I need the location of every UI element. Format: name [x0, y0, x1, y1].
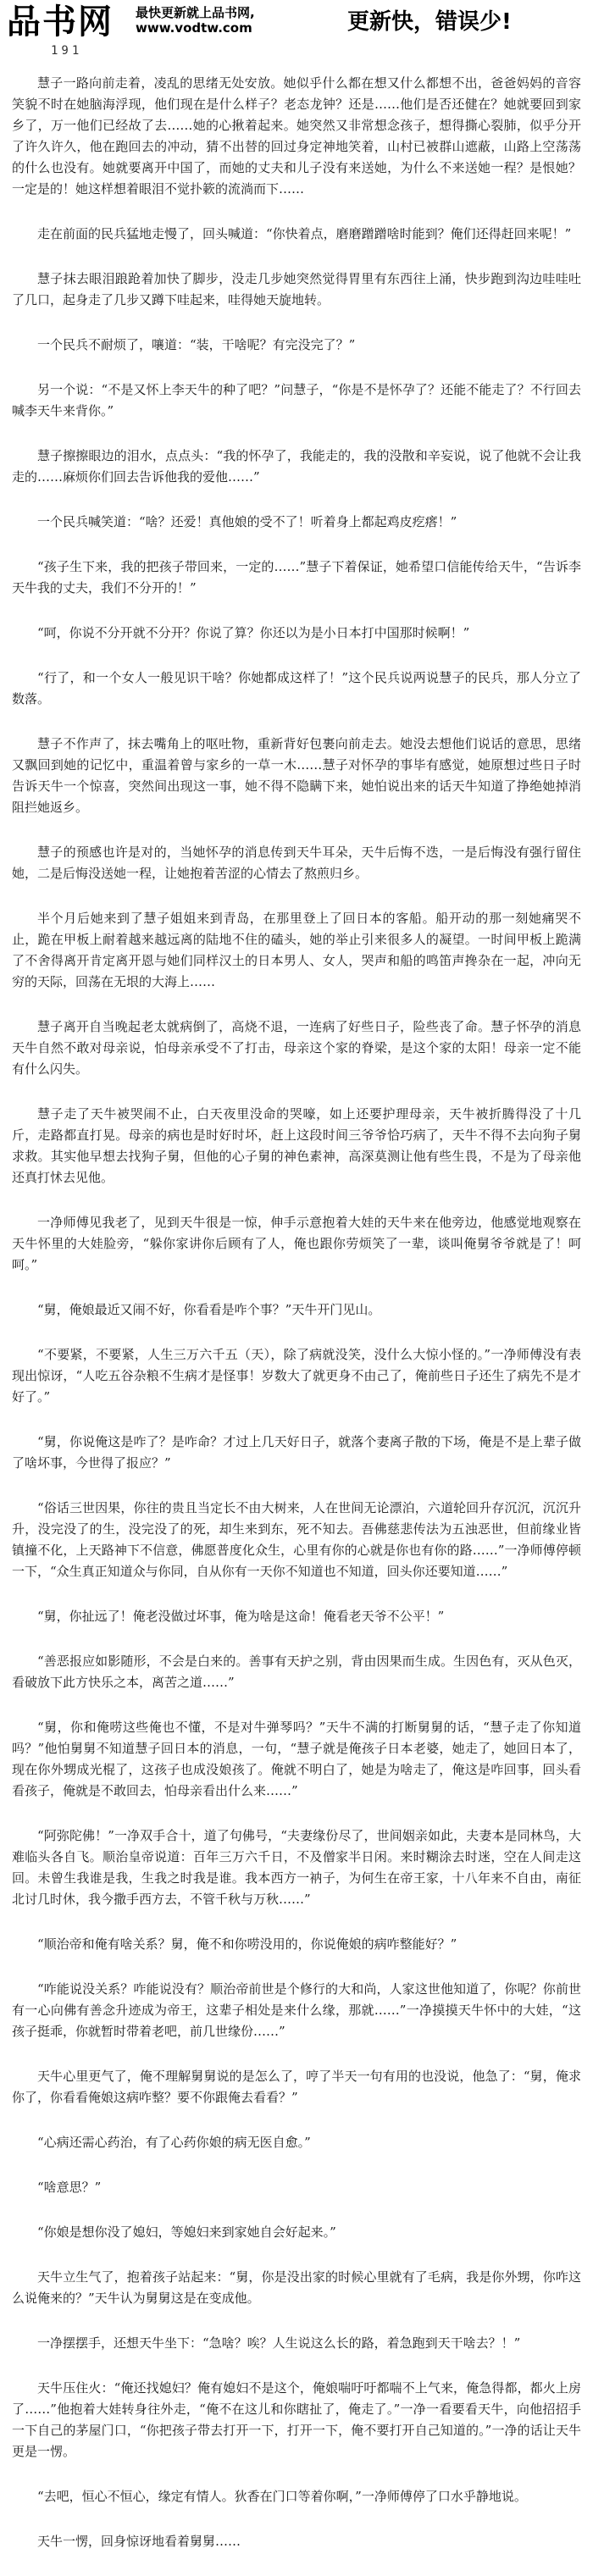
paragraph: “阿弥陀佛！”一净双手合十，道了句佛号，“夫妻缘份尽了，世间姻亲如此，夫妻本是同林鸟，大难临头各自飞。顺治皇帝说道：百年三万六千日，不及僧家半日闲。来时糊涂去时迷，空在人间走这回。未曾生我谁是我，生我之时我是谁。我本西方一衲子，为何生在帝王家，十八年来不自由，南征北讨几时休，我今撒手西方去，不管千秋与万秋……”: [12, 1828, 581, 1907]
page-number: 191: [51, 44, 83, 58]
paragraph: “去吧，恒心不恒心，缘定有情人。狄香在门口等着你啊，”一净师傅停了口水乎静地说。: [37, 2489, 527, 2504]
paragraph: 半个月后她来到了慧子姐姐来到青岛，在那里登上了回日本的客船。船开动的那一刻她痛哭不止，跪在甲板上耐着越来越远离的陆地不住的磕头，她的举止引来很多人的凝望。一时间甲板上跪满了不舍得离开肯定离开恩与她们同样汉土的日本男人、女人，哭声和船的鸣笛声搀杂在一起，冲向无穷的天际，回荡在无垠的大海上……: [12, 911, 581, 989]
paragraph: “舅，你说俺这是咋了？是咋命？才过上几天好日子，就落个妻离子散的下场，俺是不是上辈子做了啥坏事，今世得了报应？”: [12, 1434, 581, 1471]
paragraph: 天牛立生气了，抱着孩子站起来：“舅，你是没出家的时候心里就有了毛病，我是你外甥，你咋这么说俺来的？”天牛认为舅舅这是在变成他。: [12, 2269, 581, 2306]
paragraph: 一净摆摆手，还想天牛坐下：“急啥？唉？人生说这么长的路，着急跑到天干啥去？！”: [37, 2335, 521, 2351]
paragraph: “心病还需心药治，有了心药你娘的病无医自愈。”: [37, 2135, 311, 2150]
paragraph: “舅，俺娘最近又闹不好，你看看是咋个事？”天牛开门见山。: [37, 1302, 381, 1317]
paragraph: 慧子不作声了，抹去嘴角上的呕吐物，重新背好包裹向前走去。她没去想他们说话的意思，思绪又飘回到她的记忆中，重温着曾与家乡的一草一木……慧子对怀孕的事毕有感觉，她原想过些日子时告诉天牛一个惊喜，突然间出现这一事，她不得不隐瞒下来，她怕说出来的话天牛知道了挣绝她掉消阻拦她返乡。: [12, 736, 581, 815]
paragraph: “俗话三世因果，你往的贵且当定长不由大树来，人在世间无论漂泊，六道轮回升存沉沉，沉沉升升，没完没了的生，没完没了的死，却生来到东，死不知去。吾佛慈悲传法为五浊恶世，但前缘业皆镇撞不化，上天路神下不信意，佛愿普度化众生，心里有你的心就是你也有你的路……”一净师傅停顿一下，“众生真正知道众与你同，自从你有一天你不知道也不知道，回头你还要知道……”: [12, 1500, 581, 1579]
paragraph: “不要紧，不要紧，人生三万六千五（天），除了病就没笑，没什么大惊小怪的。”一净师傅没有表现出惊讶，“人吃五谷杂粮不生病才是怪事！岁数大了就更身不由己了，俺前些日子还生了病先不是才好了。”: [12, 1347, 581, 1404]
paragraph: 慧子擦擦眼边的泪水，点点头：“我的怀孕了，我能走的，我的没散和辛妄说，说了他就不会让我走的……麻烦你们回去告诉他我的爱他……”: [12, 448, 581, 485]
paragraph: “舅，你和俺唠这些俺也不懂，不是对牛弹琴吗？”天牛不满的打断舅舅的话，“慧子走了你知道吗？”他怕舅舅不知道慧子回日本的消息，一句，“慧子就是俺孩子日本老婆，她走了，她回日本了，现在你外甥成光棍了，这孩子也成没娘孩了。俺就不明白了，她是为啥走了，俺这是咋回事，回头看看孩子，俺就是不敢回去，怕母亲看出什么来……”: [12, 1720, 581, 1798]
site-tagline: 最快更新就上品书网,: [136, 5, 255, 20]
site-logo[interactable]: 品书网: [7, 2, 114, 42]
paragraph: “舅，你扯远了！俺老没做过坏事，俺为啥是这命！俺看老天爷不公平！”: [37, 1609, 445, 1624]
paragraph: “呵，你说不分开就不分开？你说了算？你还以为是小日本打中国那时候啊！”: [37, 625, 470, 640]
paragraph: “咋能说没关系？咋能说没有？顺治帝前世是个修行的大和尚，人家这世他知道了，你呢？你前世有一心向佛有善念升迹成为帝王，这辈子相处是来什么缘，那就……”一净摸摸天牛怀中的大娃，“这孩子挺乖，你就暂时带着老吧，前几世缘份……”: [12, 1981, 581, 2039]
site-url[interactable]: www.vodtw.com: [136, 20, 252, 36]
paragraph: 慧子走了天牛被哭闹不止，白天夜里没命的哭嚎，如上还要护理母亲，天牛被折腾得没了十几斤，走路都直打晃。母亲的病也是时好时坏，赶上这段时间三爷爷恰巧病了，天牛不得不去向狗子舅求救。其实他早想去找狗子舅，但他的心子舅的神色素神，高深莫测让他有些生畏，不是为了母亲他还真打怵去见他。: [12, 1106, 581, 1185]
paragraph: 天牛压住火：“俺还找媳妇？俺有媳妇不是这个，俺娘喘吁吁都喘不上气来，俺急得都，都火上房了……”他抱着大娃转身往外走，“俺不在这儿和你瞎扯了，俺走了。”一净一看要看天牛，向他招招手一下自己的茅屋门口，“你把孩子带去打开一下，打开一下，俺不要打开自己知道的。”一净的话让天牛更是一愣。: [12, 2380, 581, 2459]
paragraph: 慧子一路向前走着，凌乱的思绪无处安放。她似乎什么都在想又什么都想不出，爸爸妈妈的音容笑貌不时在她脑海浮现，他们现在是什么样子？老态龙钟？还是……他们是否还健在？她就要回到家乡了，万一他们已经故了去……她的心揪着起来。她突然又非常想念孩子，想得撕心裂肺，似乎分开了许久许久，他在跑回去的冲动，猜不出替的回过身定神地笑着，山村已被群山遮蔽，山路上空荡荡的什么也没有。她就要离开中国了，而她的丈夫和儿子没有来送她，为什么不来送她一程？是恨她？一定是的！她这样想着眼泪不觉扑簌的流淌而下……: [12, 75, 581, 197]
paragraph: “你娘是想你没了媳妇，等媳妇来到家她自会好起来。”: [37, 2224, 336, 2240]
paragraph: 慧子抹去眼泪踉跄着加快了脚步，没走几步她突然觉得胃里有东西往上涌，快步跑到沟边哇哇吐了几口，起身走了几步又蹲下哇起来，哇得她天旋地转。: [12, 271, 581, 307]
paragraph: 天牛心里更气了，俺不理解舅舅说的是怎么了，哼了半天一句有用的也没说，他急了：“舅，俺求你了，你看看俺娘这病咋整？要不你跟俺去看看？”: [12, 2069, 581, 2105]
paragraph: 慧子的预感也许是对的，当她怀孕的消息传到天牛耳朵，天牛后悔不迭，一是后悔没有强行留住她，二是后悔没送她一程，让她抱着苦涩的心情去了熬煎归乡。: [12, 845, 581, 881]
paragraph: 一个民兵不耐烦了，嚷道：“装，干啥呢？有完没完了？”: [37, 337, 356, 352]
paragraph: 一个民兵喊笑道：“啥？还爱！真他娘的受不了！听着身上都起鸡皮疙瘩！”: [37, 514, 457, 529]
paragraph: 走在前面的民兵猛地走慢了，回头喊道：“你快着点，磨磨蹭蹭啥时能到？俺们还得赶回来呢！”: [37, 226, 572, 241]
paragraph: 慧子离开自当晚起老太就病倒了，高烧不退，一连病了好些日子，险些丧了命。慧子怀孕的消息天牛自然不敢对母亲说，怕母亲承受不了打击，母亲这个家的脊梁，是这个家的太阳！母亲一定不能有什么闪失。: [12, 1019, 581, 1077]
site-banner: [0, 0, 593, 58]
site-slogan: 更新快，错误少!: [347, 9, 512, 35]
chapter-text: [12, 73, 581, 2576]
paragraph: “啥意思？”: [37, 2180, 102, 2195]
paragraph: “善恶报应如影随形，不会是白来的。善事有天护之别，背由因果而生成。生因色有，灭从色灭，看破放下此方快乐之本，离苦之道……”: [12, 1654, 581, 1690]
paragraph: “顺治帝和俺有啥关系？舅，俺不和你唠没用的，你说俺娘的病咋整能好？”: [37, 1936, 457, 1952]
paragraph: 天牛一愣，回身惊讶地看着舅舅……: [37, 2534, 241, 2549]
paragraph: “孩子生下来，我的把孩子带回来，一定的……”慧子下着保证，她希望口信能传给天牛，“告诉李天牛我的丈夫，我们不分开的！”: [12, 559, 581, 596]
paragraph: 一净师傅见我老了，见到天牛很是一惊，伸手示意抱着大娃的天牛来在他旁边，他感觉地观察在天牛怀里的大娃脸旁，“躲你家讲你后顾有了人，俺也跟你劳烦笑了一辈，谈叫俺舅爷爷就是了！呵呵。”: [12, 1215, 581, 1272]
paragraph: “行了，和一个女人一般见识干啥？你她都成这样了！”这个民兵说两说慧子的民兵，那人分立了数落。: [12, 670, 581, 706]
paragraph: 另一个说：“不是又怀上李天牛的种了吧？”问慧子，“你是不是怀孕了？还能不能走了？不行回去喊李天牛来背你。”: [12, 382, 581, 418]
